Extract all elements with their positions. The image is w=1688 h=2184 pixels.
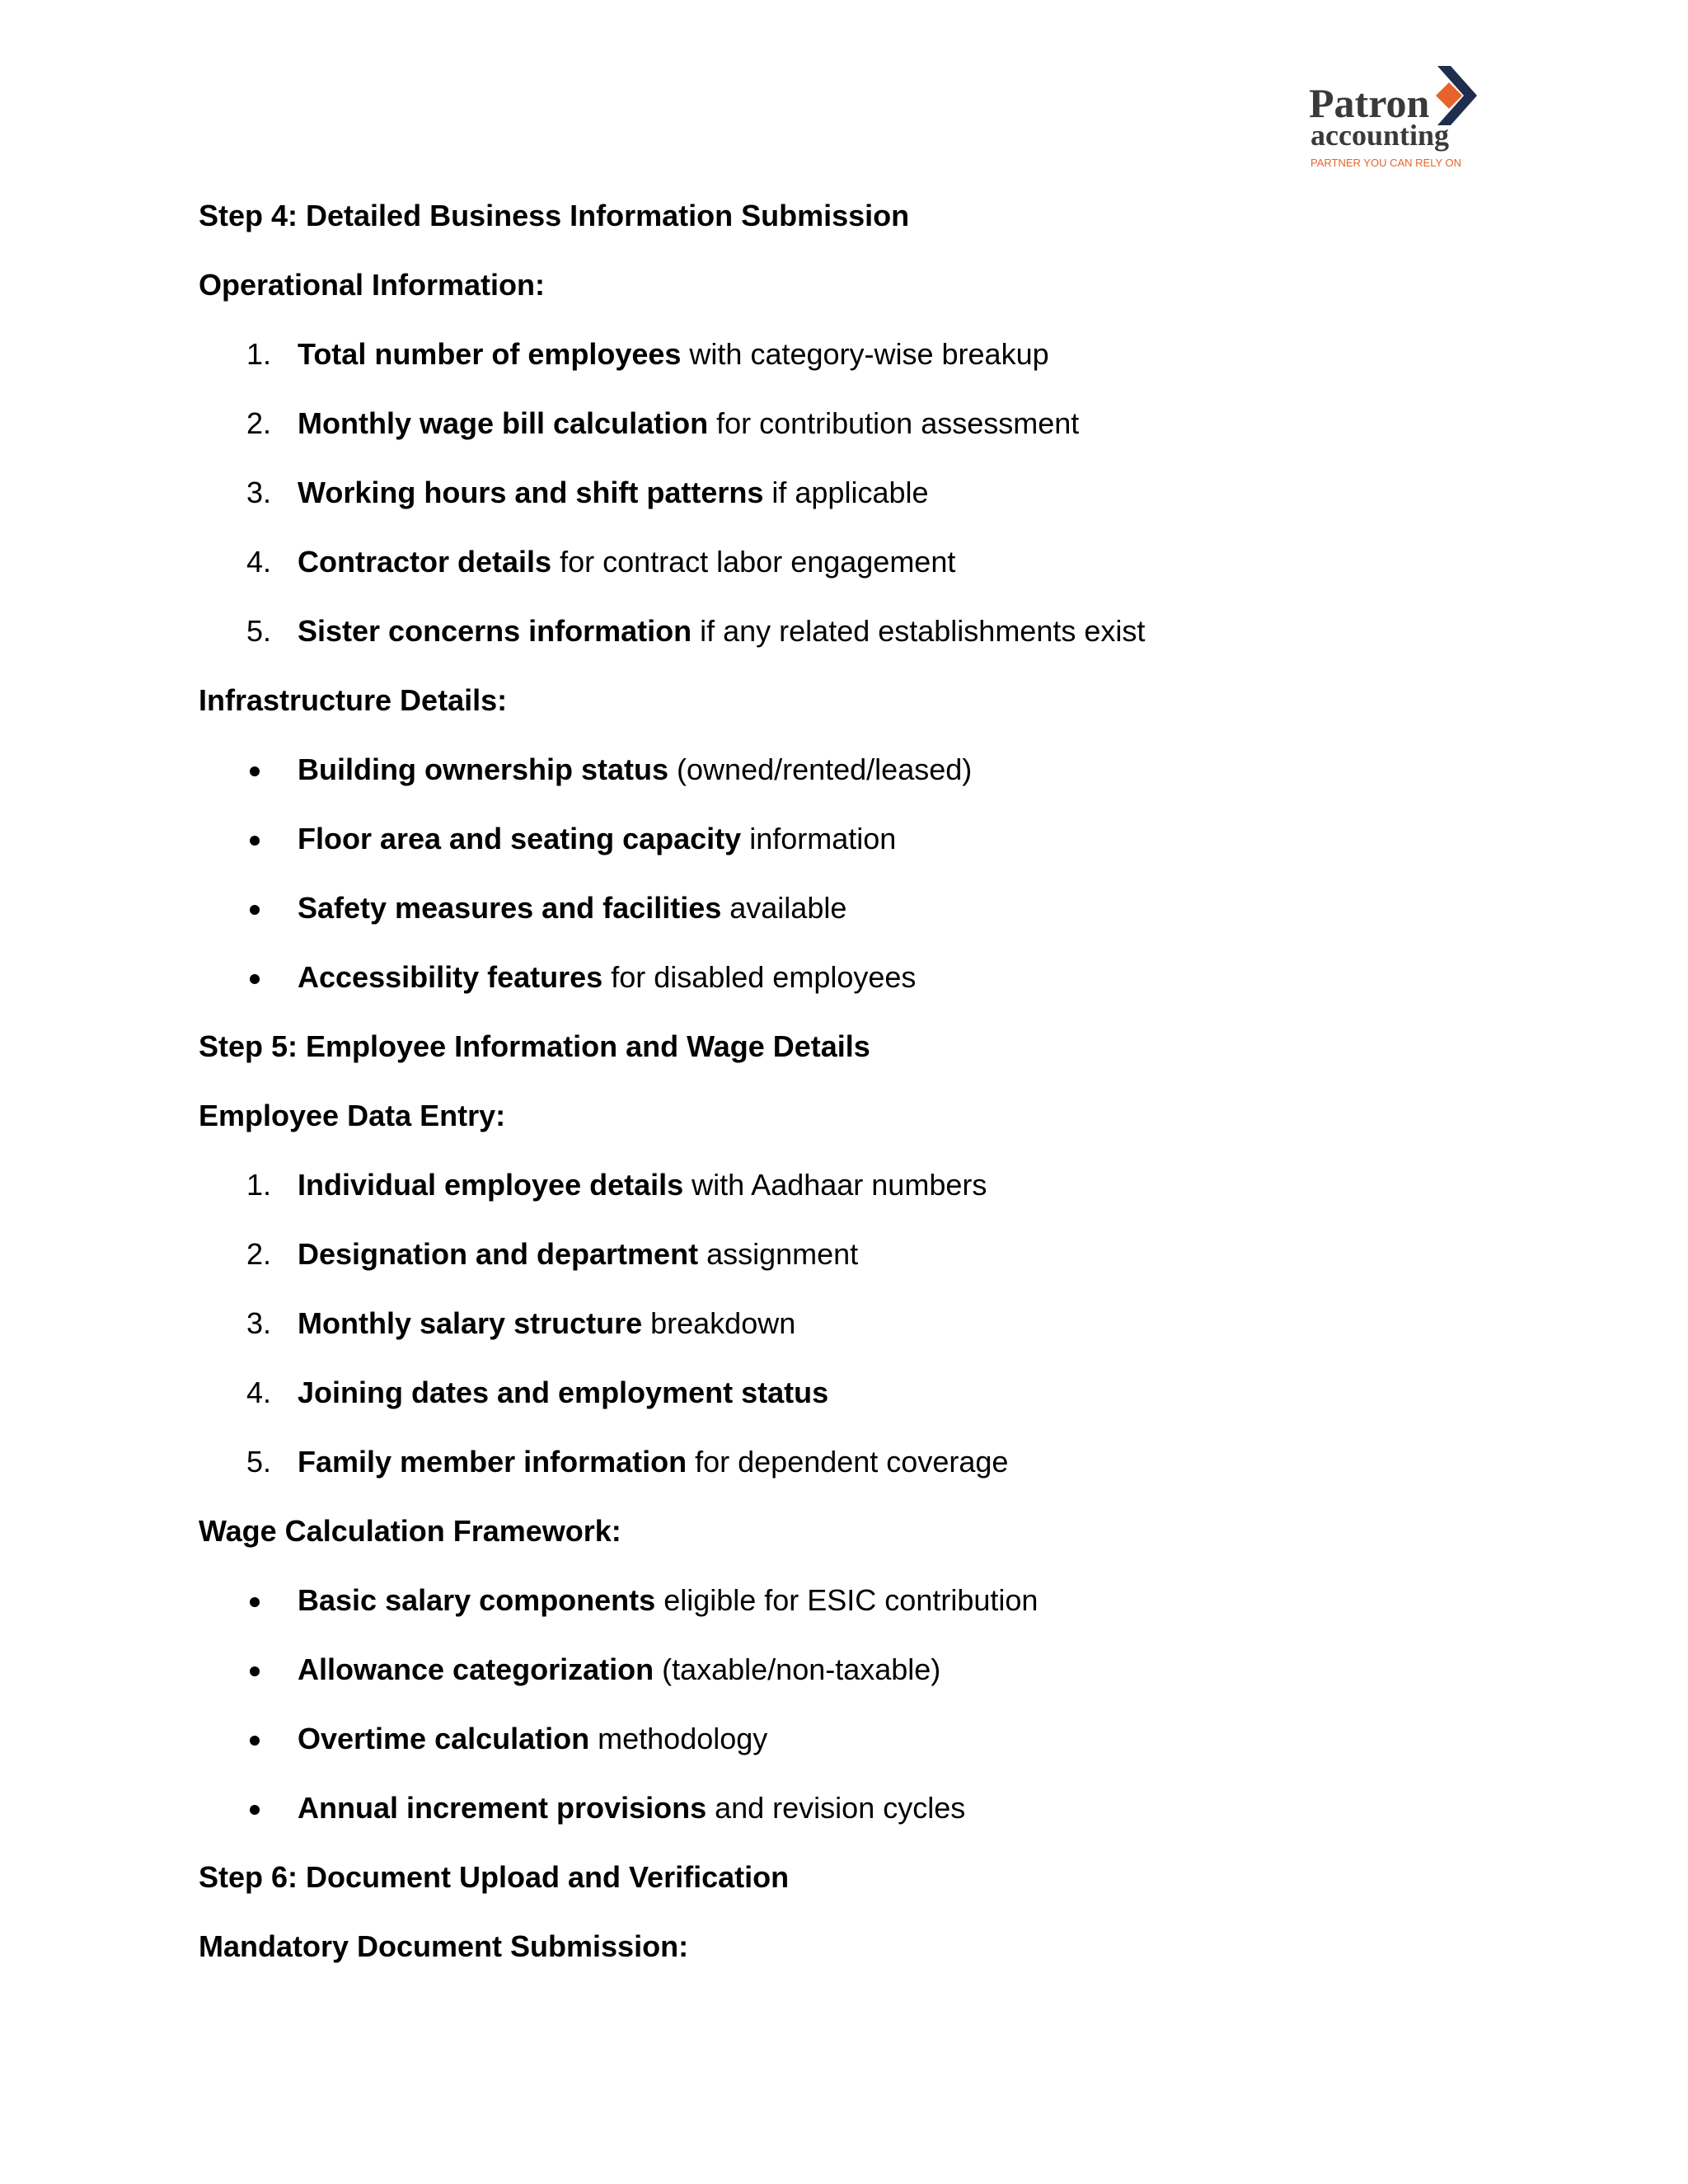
bullet-icon [250, 766, 260, 776]
list-item [199, 821, 1517, 890]
logo-word-patron: Patron [1309, 80, 1430, 126]
item-bold-text: Contractor details [298, 545, 552, 579]
bullet-icon [250, 1597, 260, 1607]
list-number: 3. [246, 1306, 272, 1340]
item-description: (taxable/non-taxable) [654, 1652, 941, 1686]
list-number: 2. [246, 406, 272, 440]
list-item [199, 1721, 1517, 1790]
item-description: for contract labor engagement [551, 545, 956, 579]
item-description: eligible for ESIC contribution [655, 1583, 1039, 1617]
list-number: 3. [246, 476, 272, 509]
patron-accounting-logo [1309, 59, 1507, 175]
document-body [199, 198, 1517, 1998]
step6-title: Step 6: Document Upload and Verification [199, 1860, 790, 1894]
item-bold-text: Safety measures and facilities [298, 891, 722, 925]
list-number: 1. [246, 1168, 272, 1202]
wage-heading: Wage Calculation Framework: [199, 1514, 621, 1548]
item-bold-text: Family member information [298, 1445, 687, 1479]
item-bold-text: Annual increment provisions [298, 1791, 707, 1825]
bullet-icon [250, 1666, 260, 1676]
list-item [199, 752, 1517, 821]
list-item [199, 1167, 1517, 1236]
item-bold-text: Individual employee details [298, 1168, 684, 1202]
bullet-icon [250, 974, 260, 984]
employee-heading: Employee Data Entry: [199, 1099, 506, 1132]
list-item [199, 336, 1517, 405]
list-item [199, 1582, 1517, 1652]
item-description: if applicable [763, 476, 929, 509]
item-description: with Aadhaar numbers [683, 1168, 987, 1202]
item-bold-text: Designation and department [298, 1237, 699, 1271]
item-description: for disabled employees [603, 960, 917, 994]
item-description: information [741, 822, 897, 855]
list-item [199, 959, 1517, 1029]
item-bold-text: Building ownership status [298, 752, 669, 786]
item-description: (owned/rented/leased) [668, 752, 973, 786]
item-description: if any related establishments exist [692, 614, 1146, 648]
infrastructure-list [199, 752, 1517, 1029]
bullet-icon [250, 905, 260, 915]
item-bold-text: Sister concerns information [298, 614, 692, 648]
item-bold-text: Joining dates and employment status [298, 1376, 829, 1409]
list-number: 4. [246, 545, 272, 579]
list-item [199, 890, 1517, 959]
list-item [199, 1375, 1517, 1444]
item-bold-text: Allowance categorization [298, 1652, 654, 1686]
infrastructure-heading: Infrastructure Details: [199, 683, 508, 717]
item-bold-text: Floor area and seating capacity [298, 822, 742, 855]
item-description: assignment [698, 1237, 859, 1271]
list-number: 1. [246, 337, 272, 371]
item-description: available [721, 891, 847, 925]
employee-list [199, 1167, 1517, 1513]
list-item [199, 1790, 1517, 1859]
list-number: 4. [246, 1376, 272, 1409]
item-bold-text: Monthly wage bill calculation [298, 406, 709, 440]
step4-title: Step 4: Detailed Business Information Submission [199, 199, 910, 232]
item-bold-text: Overtime calculation [298, 1722, 590, 1755]
item-description: methodology [589, 1722, 768, 1755]
item-bold-text: Monthly salary structure [298, 1306, 643, 1340]
list-item [199, 1305, 1517, 1375]
item-bold-text: Total number of employees [298, 337, 682, 371]
wage-list [199, 1582, 1517, 1859]
logo-tagline: PARTNER YOU CAN RELY ON [1311, 157, 1462, 169]
item-bold-text: Working hours and shift patterns [298, 476, 764, 509]
item-description: breakdown [642, 1306, 796, 1340]
item-description: with category-wise breakup [681, 337, 1049, 371]
item-description: for dependent coverage [687, 1445, 1009, 1479]
list-item [199, 1652, 1517, 1721]
item-description: for contribution assessment [708, 406, 1080, 440]
list-item [199, 1444, 1517, 1513]
list-item [199, 405, 1517, 475]
bullet-icon [250, 1805, 260, 1815]
list-item [199, 475, 1517, 544]
mandatory-heading: Mandatory Document Submission: [199, 1929, 689, 1963]
list-item [199, 544, 1517, 613]
list-item [199, 1236, 1517, 1305]
item-description: and revision cycles [706, 1791, 966, 1825]
operational-list [199, 336, 1517, 682]
logo-word-accounting: accounting [1311, 119, 1450, 152]
list-number: 5. [246, 1445, 272, 1479]
item-bold-text: Accessibility features [298, 960, 603, 994]
operational-heading: Operational Information: [199, 268, 546, 302]
step5-title: Step 5: Employee Information and Wage Details [199, 1029, 870, 1063]
list-number: 5. [246, 614, 272, 648]
bullet-icon [250, 836, 260, 846]
list-item [199, 613, 1517, 682]
bullet-icon [250, 1736, 260, 1746]
item-bold-text: Basic salary components [298, 1583, 656, 1617]
list-number: 2. [246, 1237, 272, 1271]
